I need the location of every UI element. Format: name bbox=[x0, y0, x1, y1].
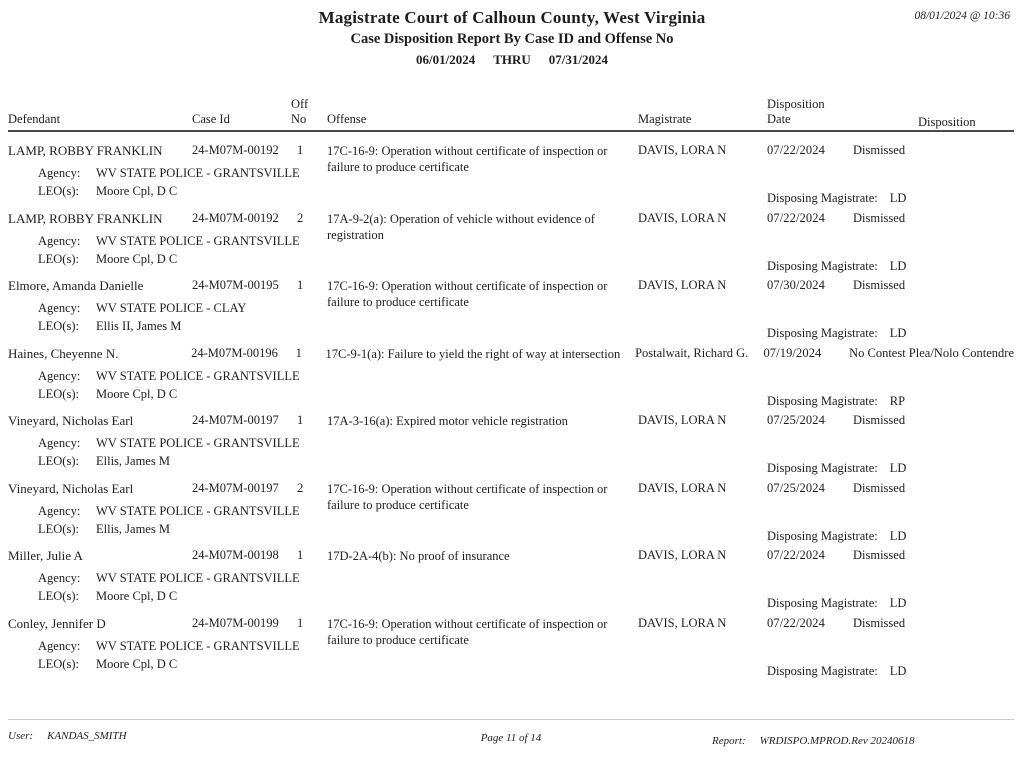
record-main-line bbox=[8, 548, 1014, 564]
col-header-defendant: Defendant bbox=[8, 112, 61, 126]
defendant-name: Vineyard, Nicholas Earl bbox=[8, 480, 134, 496]
magistrate-name: DAVIS, LORA N bbox=[638, 480, 727, 495]
disposition-value: Dismissed bbox=[853, 480, 906, 495]
disposing-magistrate-label: Disposing Magistrate: bbox=[767, 663, 878, 678]
leo-label: LEO(s): bbox=[38, 454, 79, 468]
record-main-line bbox=[8, 413, 1014, 429]
agency-value: WV STATE POLICE - GRANTSVILLE bbox=[96, 166, 300, 180]
leo-label: LEO(s): bbox=[38, 184, 79, 198]
defendant-name: Conley, Jennifer D bbox=[8, 615, 106, 631]
agency-line bbox=[38, 369, 300, 384]
agency-value: WV STATE POLICE - GRANTSVILLE bbox=[96, 436, 300, 450]
disposing-magistrate-line bbox=[767, 191, 906, 206]
disposition-value: Dismissed bbox=[853, 278, 906, 292]
table-column-headers bbox=[8, 97, 1014, 132]
leo-value: Moore Cpl, D C bbox=[96, 386, 178, 401]
table-row bbox=[8, 346, 1014, 414]
col-header-off-no bbox=[291, 97, 327, 127]
leo-value: Moore Cpl, D C bbox=[96, 656, 178, 671]
disposing-magistrate-value: RP bbox=[889, 393, 906, 408]
disposing-magistrate-line bbox=[767, 596, 906, 611]
leo-line bbox=[38, 657, 177, 672]
offense-number: 1 bbox=[297, 615, 304, 630]
disposition-date: 07/22/2024 bbox=[767, 210, 825, 225]
col-header-dispdate-line1: Disposition bbox=[767, 97, 825, 111]
report-footer bbox=[8, 719, 1014, 757]
magistrate-name: DAVIS, LORA N bbox=[638, 278, 727, 292]
leo-value: Moore Cpl, D C bbox=[96, 251, 178, 266]
disposing-magistrate-value: LD bbox=[889, 326, 907, 340]
disposition-value: Dismissed bbox=[853, 210, 906, 225]
case-id: 24-M07M-00195 bbox=[192, 278, 279, 292]
disposing-magistrate-label: Disposing Magistrate: bbox=[767, 258, 878, 273]
disposing-magistrate-label: Disposing Magistrate: bbox=[767, 191, 878, 205]
footer-report-value: WRDISPO.MPROD.Rev 20240618 bbox=[759, 735, 915, 747]
date-thru-label: THRU bbox=[493, 52, 531, 67]
offense-description: 17C-9-1(a): Failure to yield the right of way at intersection bbox=[325, 346, 621, 361]
defendant-name: Vineyard, Nicholas Earl bbox=[8, 413, 134, 428]
agency-line bbox=[38, 301, 246, 316]
footer-report bbox=[712, 735, 915, 747]
leo-label: LEO(s): bbox=[38, 319, 79, 333]
table-row bbox=[8, 413, 1014, 481]
report-header bbox=[0, 8, 1024, 68]
col-header-disposition-date bbox=[767, 97, 845, 127]
table-row bbox=[8, 143, 1014, 211]
leo-value: Moore Cpl, D C bbox=[96, 589, 178, 603]
disposition-date: 07/30/2024 bbox=[767, 278, 825, 292]
agency-label: Agency: bbox=[38, 503, 81, 518]
agency-label: Agency: bbox=[38, 571, 81, 585]
table-row bbox=[8, 548, 1014, 616]
agency-line bbox=[38, 639, 300, 654]
leo-line bbox=[38, 319, 181, 334]
report-subtitle: Case Disposition Report By Case ID and Offense No bbox=[350, 31, 674, 47]
col-header-dispdate-line2: Date bbox=[767, 112, 791, 126]
agency-value: WV STATE POLICE - GRANTSVILLE bbox=[96, 638, 300, 653]
records bbox=[8, 143, 1014, 683]
case-id: 24-M07M-00192 bbox=[192, 210, 279, 225]
disposing-magistrate-label: Disposing Magistrate: bbox=[767, 393, 878, 408]
disposition-value: Dismissed bbox=[853, 615, 906, 630]
agency-value: WV STATE POLICE - GRANTSVILLE bbox=[96, 571, 300, 585]
magistrate-name: DAVIS, LORA N bbox=[638, 210, 727, 225]
disposing-magistrate-line bbox=[767, 326, 906, 341]
defendant-name: LAMP, ROBBY FRANKLIN bbox=[8, 210, 163, 226]
case-id: 24-M07M-00199 bbox=[192, 615, 279, 630]
case-id: 24-M07M-00198 bbox=[192, 548, 279, 562]
leo-value: Ellis II, James M bbox=[96, 319, 182, 333]
offense-number: 1 bbox=[295, 345, 302, 360]
disposing-magistrate-value: LD bbox=[889, 461, 907, 475]
agency-value: WV STATE POLICE - GRANTSVILLE bbox=[96, 233, 300, 248]
disposing-magistrate-value: LD bbox=[889, 663, 907, 678]
agency-value: WV STATE POLICE - GRANTSVILLE bbox=[96, 368, 300, 383]
agency-label: Agency: bbox=[38, 166, 81, 180]
offense-description: 17A-3-16(a): Expired motor vehicle registration bbox=[327, 414, 568, 428]
defendant-name: Elmore, Amanda Danielle bbox=[8, 278, 144, 293]
disposing-magistrate-line bbox=[767, 664, 906, 679]
page-title: Magistrate Court of Calhoun County, West Virginia bbox=[318, 8, 706, 27]
date-range bbox=[0, 52, 1024, 68]
defendant-name: Haines, Cheyenne N. bbox=[8, 345, 119, 361]
agency-label: Agency: bbox=[38, 233, 81, 248]
offense-description: 17C-16-9: Operation without certificate of inspection or failure to produce certificate bbox=[327, 279, 608, 309]
leo-value: Ellis, James M bbox=[96, 454, 170, 468]
disposing-magistrate-line bbox=[767, 461, 906, 476]
agency-line bbox=[38, 166, 300, 181]
leo-line bbox=[38, 454, 170, 469]
magistrate-name: DAVIS, LORA N bbox=[638, 413, 727, 427]
offense-number: 2 bbox=[297, 210, 304, 225]
agency-line bbox=[38, 571, 300, 586]
disposition-date: 07/25/2024 bbox=[767, 413, 825, 427]
leo-line bbox=[38, 387, 177, 402]
col-header-magistrate: Magistrate bbox=[638, 112, 692, 126]
magistrate-name: DAVIS, LORA N bbox=[638, 143, 727, 157]
agency-label: Agency: bbox=[38, 368, 81, 383]
leo-line bbox=[38, 184, 177, 199]
case-id: 24-M07M-00197 bbox=[192, 480, 279, 495]
col-header-off-line1: Off bbox=[291, 97, 309, 111]
offense-description: 17D-2A-4(b): No proof of insurance bbox=[327, 549, 510, 563]
col-header-case-id: Case Id bbox=[192, 112, 230, 126]
magistrate-name: DAVIS, LORA N bbox=[638, 548, 727, 562]
offense-number: 1 bbox=[297, 278, 304, 292]
agency-line bbox=[38, 234, 300, 249]
offense-number: 1 bbox=[297, 143, 304, 157]
disposing-magistrate-label: Disposing Magistrate: bbox=[767, 596, 878, 610]
agency-line bbox=[38, 436, 300, 451]
leo-line bbox=[38, 589, 177, 604]
col-header-off-line2: No bbox=[291, 112, 307, 126]
leo-line bbox=[38, 252, 177, 267]
case-id: 24-M07M-00196 bbox=[191, 345, 278, 360]
defendant-name: LAMP, ROBBY FRANKLIN bbox=[8, 143, 163, 158]
offense-number: 1 bbox=[297, 548, 304, 562]
footer-user-value: KANDAS_SMITH bbox=[47, 730, 127, 742]
offense-description: 17C-16-9: Operation without certificate of inspection or failure to produce certificate bbox=[327, 144, 608, 174]
table-row bbox=[8, 211, 1014, 279]
printed-timestamp: 08/01/2024 @ 10:36 bbox=[914, 10, 1010, 22]
agency-value: WV STATE POLICE - CLAY bbox=[96, 301, 247, 315]
record-main-line bbox=[8, 346, 1014, 362]
footer-user-label: User: bbox=[8, 730, 34, 742]
disposition-date: 07/22/2024 bbox=[767, 615, 825, 630]
disposing-magistrate-line bbox=[767, 529, 906, 544]
magistrate-name: Postalwait, Richard G. bbox=[635, 345, 749, 360]
disposition-date: 07/22/2024 bbox=[767, 143, 825, 157]
leo-label: LEO(s): bbox=[38, 589, 79, 603]
leo-line bbox=[38, 522, 170, 537]
col-header-disposition: Disposition bbox=[918, 115, 976, 129]
disposing-magistrate-label: Disposing Magistrate: bbox=[767, 461, 878, 475]
offense-description: 17C-16-9: Operation without certificate of inspection or failure to produce certificate bbox=[327, 616, 608, 647]
disposing-magistrate-label: Disposing Magistrate: bbox=[767, 326, 878, 340]
magistrate-name: DAVIS, LORA N bbox=[638, 615, 727, 630]
disposing-magistrate-label: Disposing Magistrate: bbox=[767, 528, 878, 543]
agency-line bbox=[38, 504, 300, 519]
offense-number: 2 bbox=[297, 480, 304, 495]
leo-label: LEO(s): bbox=[38, 251, 79, 266]
offense-description: 17C-16-9: Operation without certificate of inspection or failure to produce certificate bbox=[327, 481, 608, 512]
disposition-value: Dismissed bbox=[853, 143, 906, 157]
disposition-date: 07/22/2024 bbox=[767, 548, 825, 562]
table-row bbox=[8, 616, 1014, 684]
disposition-value: No Contest Plea/Nolo Contendre bbox=[849, 345, 1014, 360]
col-header-offense: Offense bbox=[327, 112, 367, 126]
footer-page-number: Page 11 of 14 bbox=[480, 732, 542, 744]
date-from: 06/01/2024 bbox=[415, 52, 476, 67]
leo-value: Moore Cpl, D C bbox=[96, 184, 178, 198]
disposition-value: Dismissed bbox=[853, 548, 906, 562]
disposition-value: Dismissed bbox=[853, 413, 906, 427]
leo-label: LEO(s): bbox=[38, 386, 79, 401]
case-id: 24-M07M-00192 bbox=[192, 143, 279, 157]
offense-description: 17A-9-2(a): Operation of vehicle without evidence of registration bbox=[327, 211, 595, 242]
agency-value: WV STATE POLICE - GRANTSVILLE bbox=[96, 503, 300, 518]
table-row bbox=[8, 481, 1014, 549]
leo-label: LEO(s): bbox=[38, 656, 79, 671]
agency-label: Agency: bbox=[38, 638, 81, 653]
disposing-magistrate-value: LD bbox=[889, 596, 907, 610]
disposition-date: 07/19/2024 bbox=[763, 345, 822, 360]
defendant-name: Miller, Julie A bbox=[8, 548, 83, 563]
disposition-date: 07/25/2024 bbox=[767, 480, 825, 495]
leo-label: LEO(s): bbox=[38, 521, 79, 536]
date-to: 07/31/2024 bbox=[548, 52, 609, 67]
agency-label: Agency: bbox=[38, 301, 81, 315]
agency-label: Agency: bbox=[38, 436, 81, 450]
disposing-magistrate-value: LD bbox=[889, 258, 907, 273]
disposing-magistrate-line bbox=[767, 259, 906, 274]
leo-value: Ellis, James M bbox=[96, 521, 170, 536]
disposing-magistrate-value: LD bbox=[889, 528, 907, 543]
offense-number: 1 bbox=[297, 413, 304, 427]
footer-report-label: Report: bbox=[712, 735, 746, 747]
disposing-magistrate-value: LD bbox=[889, 191, 907, 205]
table-row bbox=[8, 278, 1014, 346]
case-id: 24-M07M-00197 bbox=[192, 413, 279, 427]
disposing-magistrate-line bbox=[767, 394, 905, 409]
